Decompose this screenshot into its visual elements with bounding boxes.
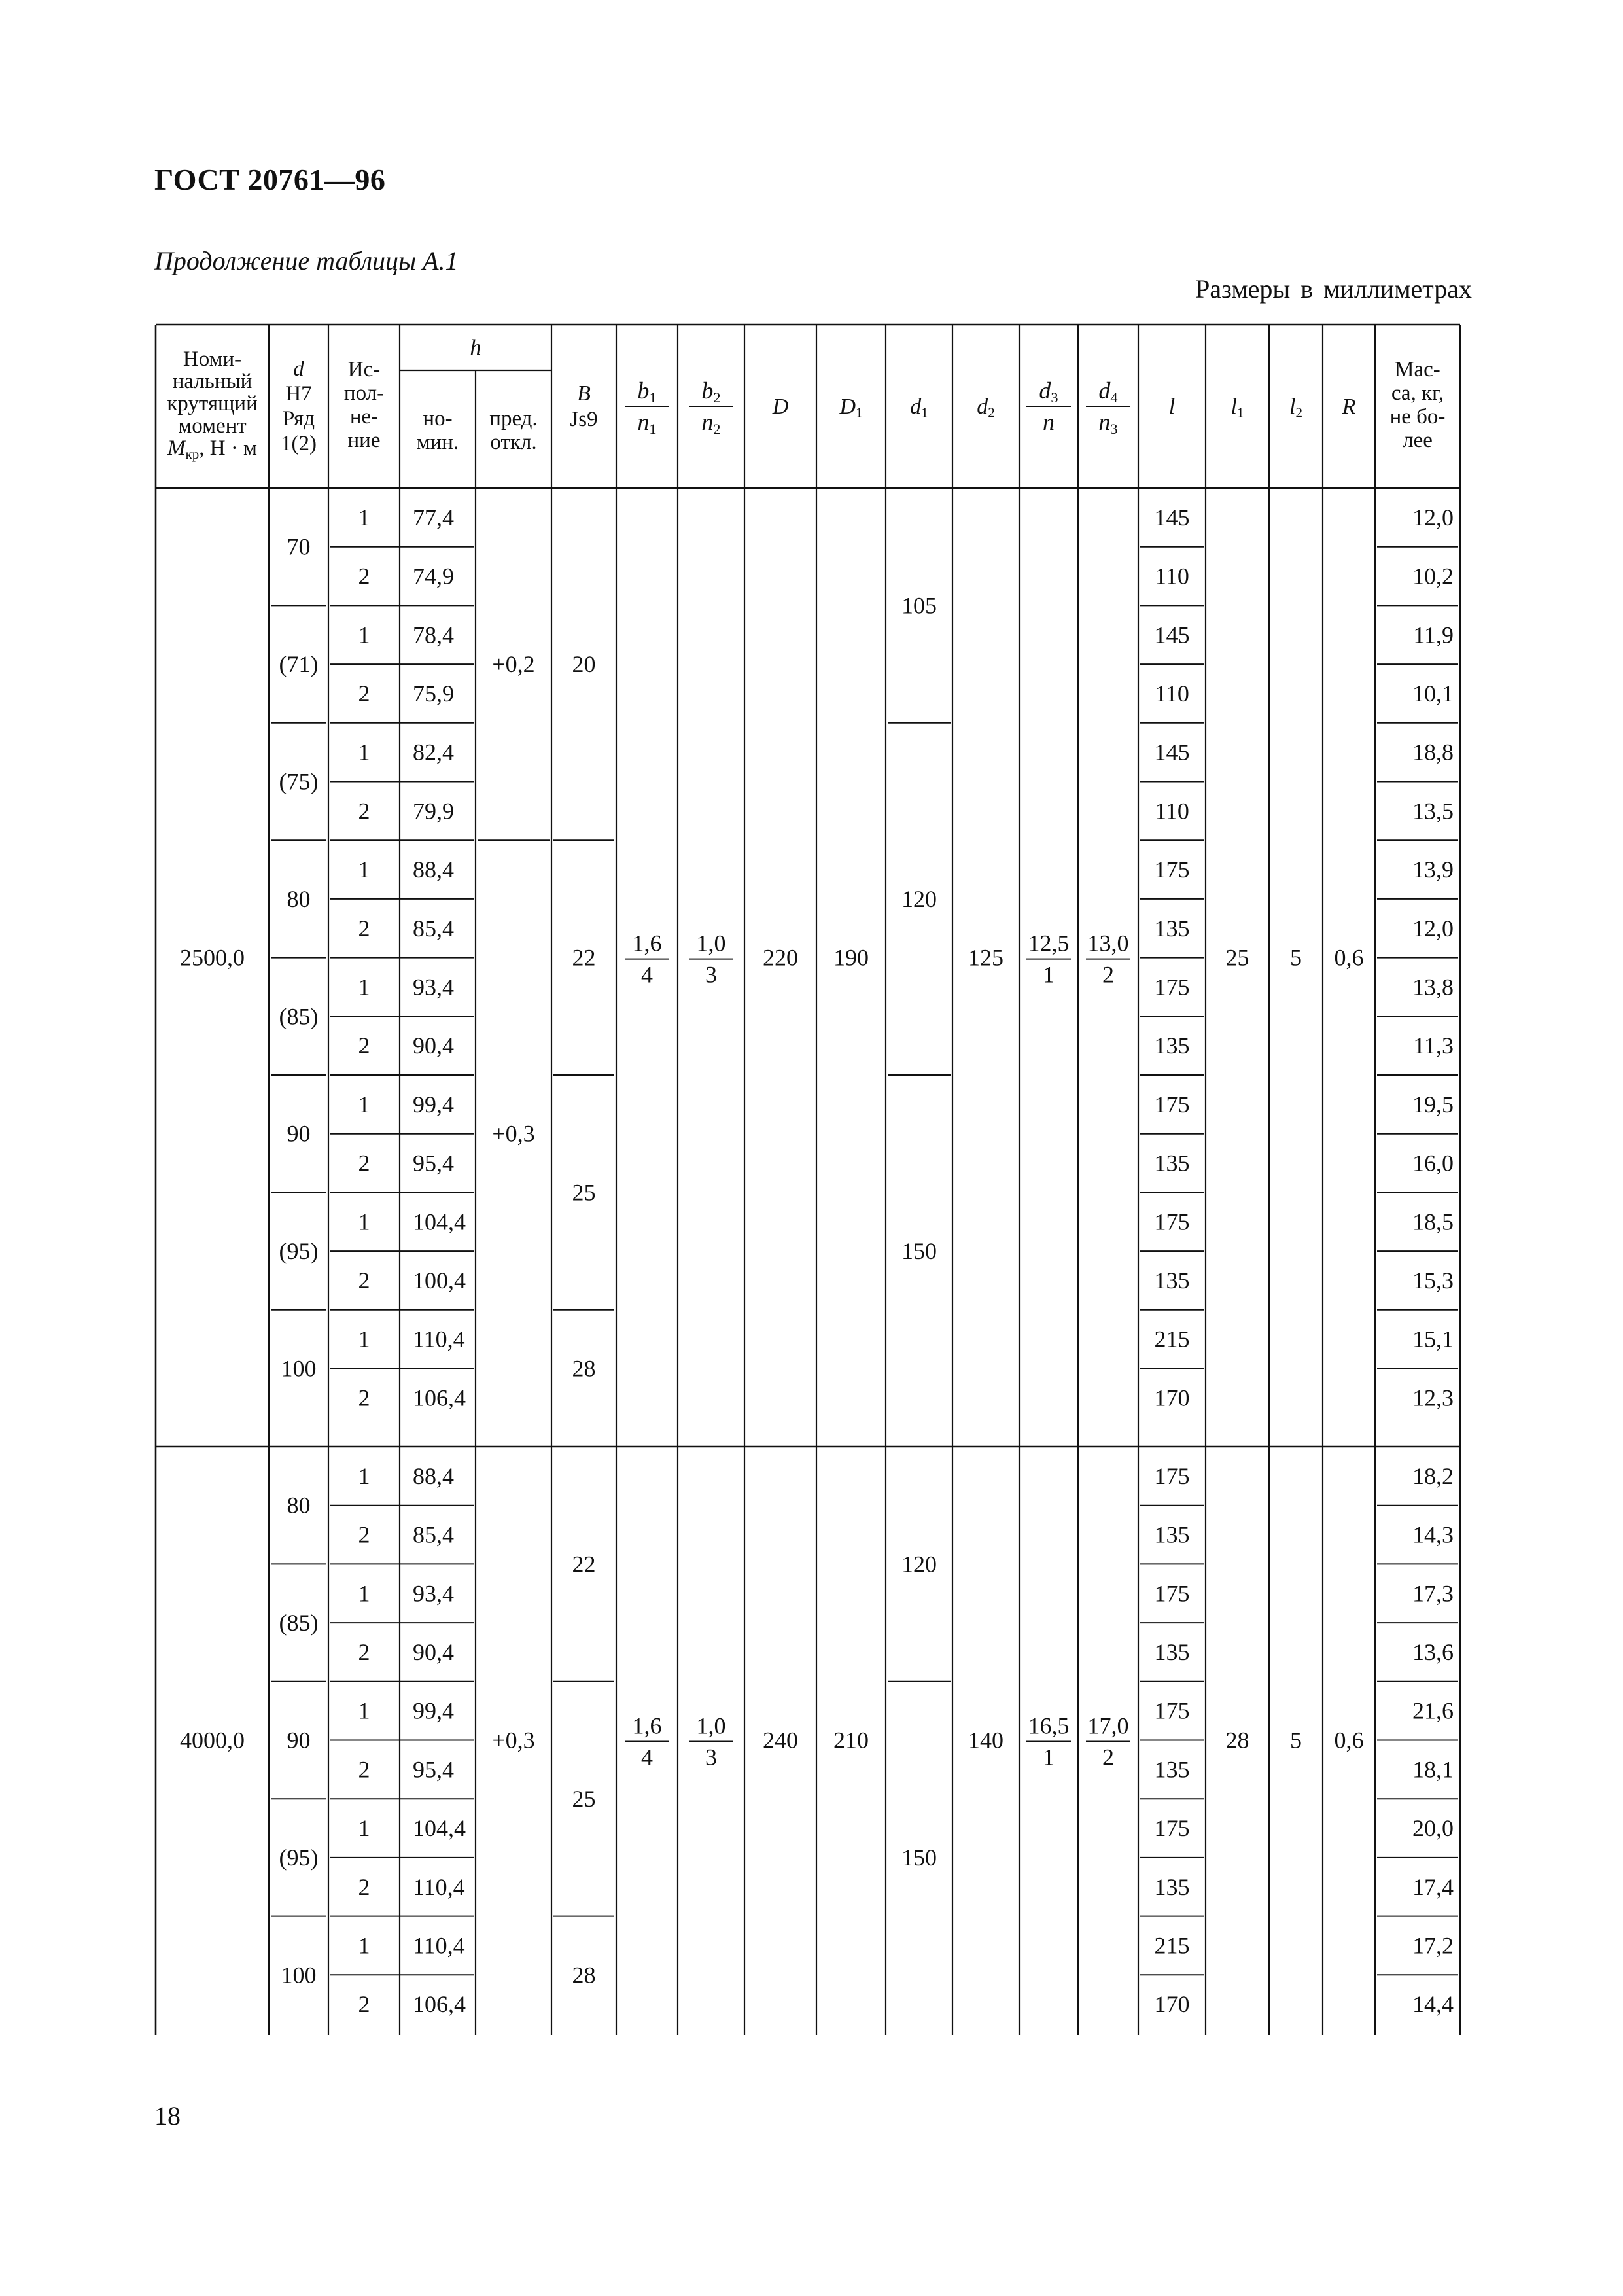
length-l: 175 [1154, 1697, 1190, 1724]
header-d-symbol: d [293, 357, 304, 381]
height-nominal: 93,4 [413, 1580, 454, 1607]
value-l1: 28 [1225, 1727, 1249, 1754]
value-d2: 140 [968, 1727, 1003, 1754]
header-isp-line: пол- [343, 381, 385, 405]
header-h-symbol: h [470, 335, 481, 360]
shaft-diameter: 70 [287, 533, 311, 560]
value-b2n2-numerator: 1,0 [696, 1712, 726, 1739]
header-D1-symbol: $D_1$ [839, 394, 863, 421]
mass-value: 10,2 [1412, 563, 1454, 590]
height-nominal: 78,4 [413, 622, 454, 648]
version-number: 1 [358, 622, 370, 648]
header-R-symbol: R [1342, 394, 1356, 419]
header-mass-line: не бо- [1389, 405, 1446, 429]
version-number: 2 [358, 1521, 370, 1548]
mass-value: 12,0 [1412, 915, 1454, 942]
mass-value: 11,3 [1413, 1033, 1454, 1059]
mass-value: 10,1 [1412, 680, 1454, 707]
mass-value: 21,6 [1412, 1697, 1454, 1724]
shaft-diameter: 80 [287, 885, 311, 912]
header-d3n-denominator: n [1043, 409, 1055, 435]
value-d3n-numerator: 12,5 [1028, 930, 1070, 957]
diameter-d1: 105 [901, 592, 937, 619]
shaft-diameter: 100 [281, 1355, 317, 1382]
header-d4n3-numerator: $d_4$ [1098, 378, 1118, 406]
length-l: 135 [1154, 1756, 1190, 1783]
key-width: 28 [572, 1355, 596, 1382]
height-nominal: 110,4 [413, 1326, 465, 1352]
header-B-symbol: B [577, 381, 591, 406]
value-l1: 25 [1225, 944, 1249, 971]
value-d4n3-numerator: 17,0 [1087, 1712, 1129, 1739]
length-l: 175 [1154, 857, 1190, 883]
value-b2n2-numerator: 1,0 [696, 930, 726, 957]
key-width: 22 [572, 944, 596, 971]
height-nominal: 77,4 [413, 504, 454, 531]
height-nominal: 75,9 [413, 680, 454, 707]
value-d4n3-denominator: 2 [1102, 1744, 1114, 1771]
header-d-line: H7 [285, 382, 312, 406]
shaft-diameter: 80 [287, 1492, 311, 1519]
value-b1n1-numerator: 1,6 [632, 1712, 662, 1739]
length-l: 135 [1154, 915, 1190, 942]
value-R: 0,6 [1334, 944, 1364, 971]
length-l: 175 [1154, 1462, 1190, 1489]
header-d-line: Ряд [282, 407, 315, 431]
value-b2n2-denominator: 3 [705, 1744, 717, 1771]
table-continuation-label: Продолжение таблицы А.1 [154, 246, 459, 275]
key-width: 22 [572, 1551, 596, 1578]
mass-value: 14,4 [1412, 1991, 1454, 2018]
length-l: 145 [1154, 504, 1190, 531]
length-l: 175 [1154, 1091, 1190, 1118]
length-l: 145 [1154, 622, 1190, 648]
header-mkr-unit-line: $M_{кр}$, Н · м [167, 436, 257, 462]
header-mkr-line: момент [178, 414, 247, 438]
shaft-diameter: (71) [279, 651, 319, 678]
length-l: 135 [1154, 1638, 1190, 1665]
length-l: 135 [1154, 1150, 1190, 1176]
height-nominal: 106,4 [413, 1991, 466, 2018]
version-number: 1 [358, 1091, 370, 1118]
version-number: 2 [358, 1033, 370, 1059]
version-number: 1 [358, 857, 370, 883]
header-b2n2-denominator: $n_2$ [701, 409, 721, 437]
value-d3n-numerator: 16,5 [1028, 1712, 1070, 1739]
diameter-d1: 120 [901, 885, 937, 912]
header-h_dev-line: пред. [489, 407, 538, 431]
header-mkr-line: нальный [172, 370, 253, 393]
length-l: 170 [1154, 1991, 1190, 2018]
value-d4n3-numerator: 13,0 [1087, 930, 1129, 957]
height-deviation: +0,3 [492, 1120, 535, 1147]
version-number: 2 [358, 1150, 370, 1176]
torque-value: 2500,0 [180, 944, 245, 971]
length-l: 135 [1154, 1267, 1190, 1294]
mass-value: 17,4 [1412, 1873, 1454, 1900]
value-b1n1-numerator: 1,6 [632, 930, 662, 957]
value-D1: 210 [833, 1727, 869, 1754]
height-nominal: 100,4 [413, 1267, 466, 1294]
key-width: 25 [572, 1179, 596, 1206]
height-nominal: 95,4 [413, 1756, 454, 1783]
value-d4n3-denominator: 2 [1102, 961, 1114, 988]
header-b1n1-numerator: $b_1$ [637, 378, 657, 406]
diameter-d1: 120 [901, 1551, 937, 1578]
value-d3n-denominator: 1 [1043, 961, 1055, 988]
torque-value: 4000,0 [180, 1727, 245, 1754]
value-D: 220 [763, 944, 798, 971]
height-nominal: 85,4 [413, 1521, 454, 1548]
mass-value: 20,0 [1412, 1815, 1454, 1842]
value-d2: 125 [968, 944, 1003, 971]
length-l: 215 [1154, 1326, 1190, 1352]
header-b1n1-denominator: $n_1$ [637, 409, 657, 437]
units-label: Размеры в миллиметрах [1195, 274, 1472, 304]
header-d3n-numerator: $d_3$ [1039, 378, 1058, 406]
version-number: 1 [358, 1697, 370, 1724]
page-number: 18 [154, 2101, 181, 2130]
height-nominal: 95,4 [413, 1150, 454, 1176]
shaft-diameter: (75) [279, 768, 319, 795]
height-nominal: 88,4 [413, 857, 454, 883]
mass-value: 14,3 [1412, 1521, 1454, 1548]
mass-value: 17,2 [1412, 1932, 1454, 1959]
header-d-line: 1(2) [281, 432, 317, 455]
value-l2: 5 [1290, 944, 1302, 971]
version-number: 1 [358, 1209, 370, 1235]
value-l2: 5 [1290, 1727, 1302, 1754]
height-nominal: 90,4 [413, 1638, 454, 1665]
shaft-diameter: (85) [279, 1003, 319, 1030]
shaft-diameter: 100 [281, 1962, 317, 1988]
mass-value: 19,5 [1412, 1091, 1454, 1118]
header-D-symbol: D [772, 394, 789, 419]
version-number: 2 [358, 915, 370, 942]
length-l: 175 [1154, 1580, 1190, 1607]
height-nominal: 104,4 [413, 1815, 466, 1842]
height-nominal: 85,4 [413, 915, 454, 942]
version-number: 1 [358, 1580, 370, 1607]
height-nominal: 79,9 [413, 798, 454, 824]
length-l: 110 [1155, 798, 1189, 824]
value-b2n2-denominator: 3 [705, 961, 717, 988]
length-l: 135 [1154, 1521, 1190, 1548]
height-nominal: 93,4 [413, 974, 454, 1000]
height-nominal: 82,4 [413, 739, 454, 766]
length-l: 175 [1154, 974, 1190, 1000]
header-d4n3-denominator: $n_3$ [1098, 409, 1118, 437]
mass-value: 12,3 [1412, 1385, 1454, 1411]
mass-value: 11,9 [1413, 622, 1454, 648]
height-nominal: 99,4 [413, 1091, 454, 1118]
height-nominal: 110,4 [413, 1873, 465, 1900]
shaft-diameter: (95) [279, 1844, 319, 1871]
length-l: 135 [1154, 1033, 1190, 1059]
mass-value: 13,5 [1412, 798, 1454, 824]
version-number: 1 [358, 1932, 370, 1959]
version-number: 1 [358, 1815, 370, 1842]
version-number: 2 [358, 1638, 370, 1665]
mass-value: 16,0 [1412, 1150, 1454, 1176]
shaft-diameter: (95) [279, 1238, 319, 1265]
header-d1-symbol: $d_1$ [910, 394, 928, 421]
version-number: 1 [358, 1326, 370, 1352]
version-number: 2 [358, 680, 370, 707]
height-deviation: +0,2 [492, 651, 535, 678]
height-nominal: 110,4 [413, 1932, 465, 1959]
header-b2n2-numerator: $b_2$ [701, 378, 721, 406]
header-h_nom-line: мин. [416, 431, 459, 454]
value-b1n1-denominator: 4 [641, 961, 653, 988]
height-nominal: 90,4 [413, 1033, 454, 1059]
value-D1: 190 [833, 944, 869, 971]
document-title: ГОСТ 20761—96 [154, 163, 386, 196]
header-h_dev-line: откл. [490, 431, 537, 454]
shaft-diameter: (85) [279, 1610, 319, 1636]
key-width: 25 [572, 1786, 596, 1812]
length-l: 215 [1154, 1932, 1190, 1959]
height-nominal: 106,4 [413, 1385, 466, 1411]
header-isp-line: ние [347, 429, 381, 452]
height-nominal: 74,9 [413, 563, 454, 590]
mass-value: 13,6 [1412, 1638, 1454, 1665]
diameter-d1: 150 [901, 1844, 937, 1871]
version-number: 1 [358, 504, 370, 531]
version-number: 2 [358, 1267, 370, 1294]
header-mkr-line: крутящий [167, 392, 258, 415]
shaft-diameter: 90 [287, 1120, 311, 1147]
diameter-d1: 150 [901, 1238, 937, 1265]
header-l-symbol: l [1168, 394, 1176, 419]
value-D: 240 [763, 1727, 798, 1754]
length-l: 170 [1154, 1385, 1190, 1411]
version-number: 2 [358, 1385, 370, 1411]
mass-value: 17,3 [1412, 1580, 1454, 1607]
mass-value: 15,3 [1412, 1267, 1454, 1294]
version-number: 2 [358, 1873, 370, 1900]
header-B-line: Js9 [570, 408, 598, 431]
header-mass-line: Мас- [1395, 358, 1440, 381]
header-d2-symbol: $d_2$ [977, 394, 995, 421]
header-isp-line: Ис- [347, 358, 381, 381]
version-number: 1 [358, 1462, 370, 1489]
version-number: 1 [358, 739, 370, 766]
header-l1-symbol: $l_1$ [1230, 394, 1244, 421]
height-nominal: 104,4 [413, 1209, 466, 1235]
mass-value: 12,0 [1412, 504, 1454, 531]
header-isp-line: не- [349, 405, 379, 429]
header-h_nom-line: но- [423, 407, 453, 431]
header-mass-line: са, кг, [1391, 381, 1444, 405]
length-l: 175 [1154, 1209, 1190, 1235]
length-l: 175 [1154, 1815, 1190, 1842]
shaft-diameter: 90 [287, 1727, 311, 1754]
version-number: 2 [358, 798, 370, 824]
length-l: 110 [1155, 680, 1189, 707]
value-b1n1-denominator: 4 [641, 1744, 653, 1771]
height-nominal: 99,4 [413, 1697, 454, 1724]
mass-value: 18,2 [1412, 1462, 1454, 1489]
value-d3n-denominator: 1 [1043, 1744, 1055, 1771]
height-nominal: 88,4 [413, 1462, 454, 1489]
length-l: 145 [1154, 739, 1190, 766]
length-l: 110 [1155, 563, 1189, 590]
mass-value: 13,9 [1412, 857, 1454, 883]
key-width: 28 [572, 1962, 596, 1988]
value-R: 0,6 [1334, 1727, 1364, 1754]
mass-value: 18,1 [1412, 1756, 1454, 1783]
version-number: 2 [358, 1991, 370, 2018]
mass-value: 18,8 [1412, 739, 1454, 766]
header-l2-symbol: $l_2$ [1289, 394, 1302, 421]
mass-value: 13,8 [1412, 974, 1454, 1000]
version-number: 1 [358, 974, 370, 1000]
length-l: 135 [1154, 1873, 1190, 1900]
key-width: 20 [572, 651, 596, 678]
header-mass-line: лее [1403, 429, 1433, 452]
height-deviation: +0,3 [492, 1727, 535, 1754]
version-number: 2 [358, 563, 370, 590]
header-mkr-line: Номи- [183, 347, 242, 371]
mass-value: 15,1 [1412, 1326, 1454, 1352]
version-number: 2 [358, 1756, 370, 1783]
mass-value: 18,5 [1412, 1209, 1454, 1235]
